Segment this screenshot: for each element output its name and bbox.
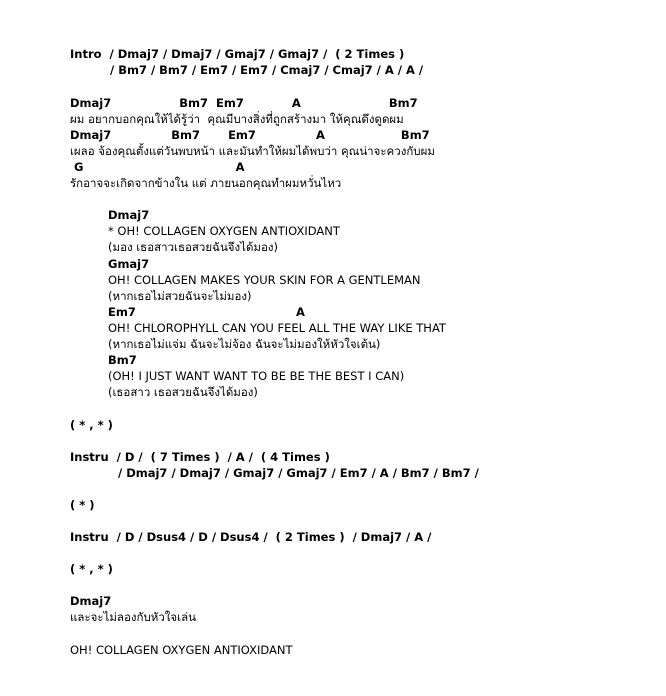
chorus-lyric-6: (หากเธอไม่แจ่ม ฉันจะไม่จ้อง ฉันจะไม่มองให้หัวใจเต้น) <box>108 337 381 351</box>
verse-lyric-2: เผลอ จ้องคุณตั้งแต่วันพบหน้า และมันทำให้ผมได้พบว่า คุณน่าจะควงกับผม <box>70 144 435 158</box>
chorus-lyric-4: (หากเธอไม่สวยฉันจะไม่มอง) <box>108 289 252 303</box>
instru-line-3: Instru / D / Dsus4 / D / Dsus4 / ( 2 Times ) / Dmaj7 / A / <box>70 530 432 544</box>
repeat-marker-2: ( * ) <box>70 498 95 512</box>
chorus-chord-2: Gmaj7 <box>108 257 150 271</box>
chorus-lyric-8: (เธอสาว เธอสวยฉันจึงได้มอง) <box>108 385 258 399</box>
chorus-lyric-7: (OH! I JUST WANT WANT TO BE BE THE BEST I CAN) <box>108 369 405 383</box>
chorus-chord-4: Bm7 <box>108 353 137 367</box>
verse-chord-2: Dmaj7 Bm7 Em7 A Bm7 <box>70 128 430 142</box>
instru-line-1: Instru / D / ( 7 Times ) / A / ( 4 Times ) <box>70 450 330 464</box>
verse-chord-1: Dmaj7 Bm7 Em7 A Bm7 <box>70 96 418 110</box>
chorus-lyric-3: OH! COLLAGEN MAKES YOUR SKIN FOR A GENTLEMAN <box>108 273 421 287</box>
repeat-marker-1: ( * , * ) <box>70 418 113 432</box>
verse-lyric-3: รักอาจจะเกิดจากข้างใน แต่ ภายนอกคุณทำผมหวั่นไหว <box>70 176 342 190</box>
outro-chord: Dmaj7 <box>70 594 112 608</box>
outro-last-line: OH! COLLAGEN OXYGEN ANTIOXIDANT <box>70 643 293 657</box>
instru-line-2: / Dmaj7 / Dmaj7 / Gmaj7 / Gmaj7 / Em7 / A / Bm7 / Bm7 / <box>118 466 479 480</box>
chorus-lyric-1: * OH! COLLAGEN OXYGEN ANTIOXIDANT <box>108 224 340 238</box>
verse-chord-3: G A <box>70 160 245 174</box>
chorus-chord-1: Dmaj7 <box>108 208 150 222</box>
intro-line-2: / Bm7 / Bm7 / Em7 / Em7 / Cmaj7 / Cmaj7 / A / A / <box>110 63 424 77</box>
repeat-marker-3: ( * , * ) <box>70 562 113 576</box>
outro-lyric: และจะไม่ลองกับหัวใจเล่น <box>70 610 196 624</box>
verse-lyric-1: ผม อยากบอกคุณให้ได้รู้ว่า คุณมีบางสิ่งที่ถูกสร้างมา ให้คุณดึงดูดผม <box>70 112 404 126</box>
chorus-lyric-2: (มอง เธอสาวเธอสวยฉันจึงได้มอง) <box>108 240 278 254</box>
chorus-lyric-5: OH! CHLOROPHYLL CAN YOU FEEL ALL THE WAY LIKE THAT <box>108 321 446 335</box>
chorus-chord-3: Em7 A <box>108 305 305 319</box>
intro-line-1: Intro / Dmaj7 / Dmaj7 / Gmaj7 / Gmaj7 / ( 2 Times ) <box>70 47 405 61</box>
